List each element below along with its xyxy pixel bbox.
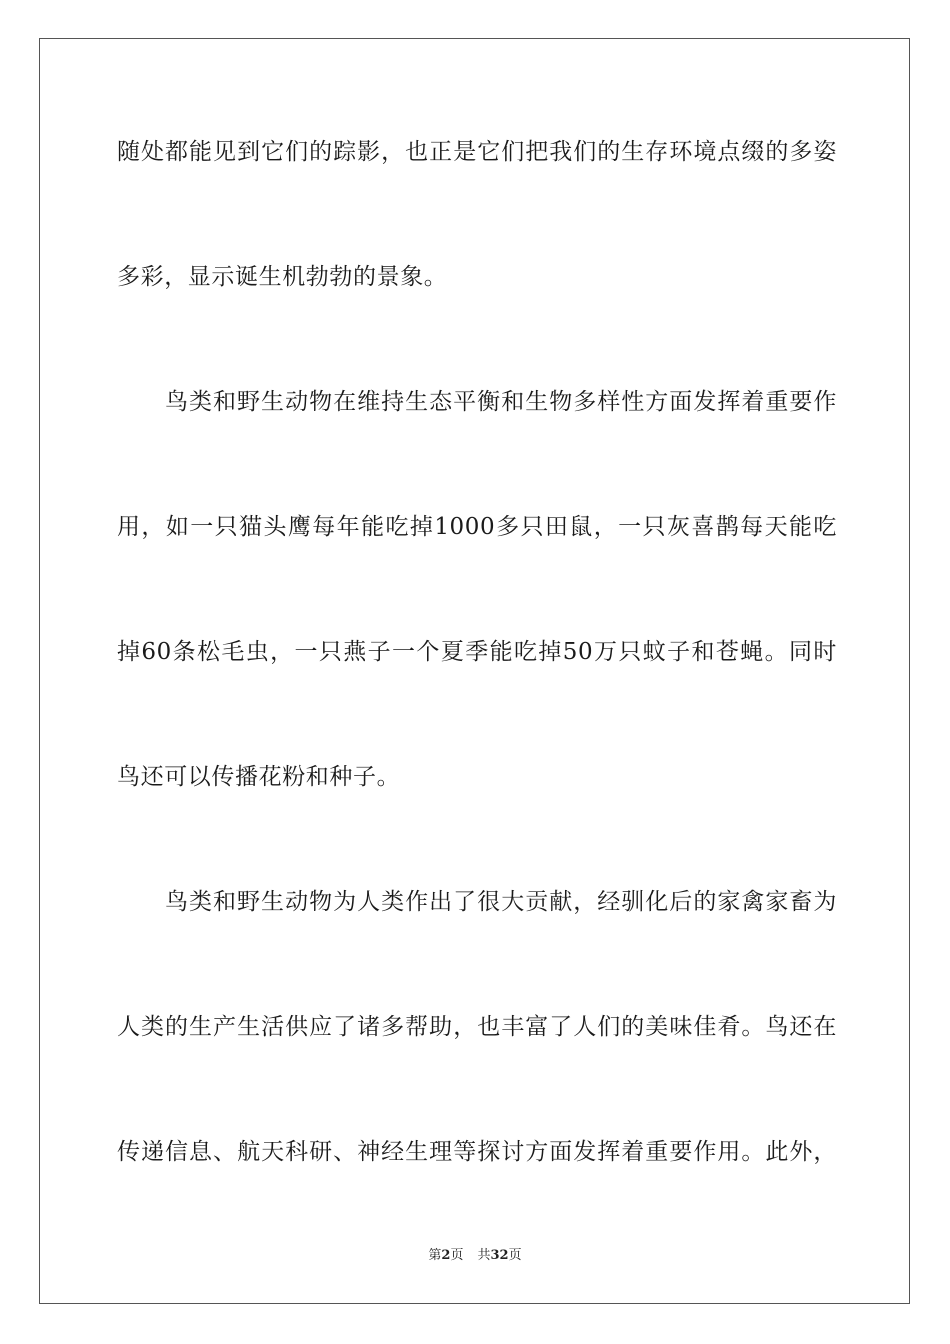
text-line-7: 鸟类和野生动物为人类作出了很大贡献，经驯化后的家禽家畜为 bbox=[165, 889, 837, 915]
text-line-3: 鸟类和野生动物在维持生态平衡和生物多样性方面发挥着重要作 bbox=[165, 389, 837, 415]
text-line-1: 随处都能见到它们的踪影，也正是它们把我们的生存环境点缀的多姿 bbox=[117, 139, 837, 165]
text-line-9: 传递信息、航天科研、神经生理等探讨方面发挥着重要作用。此外， bbox=[117, 1139, 837, 1165]
text-line-2: 多彩，显示诞生机勃勃的景象。 bbox=[117, 264, 448, 290]
total-pages: 32 bbox=[490, 1248, 509, 1263]
text-line-6: 鸟还可以传播花粉和种子。 bbox=[117, 764, 401, 790]
page-footer bbox=[0, 1247, 950, 1265]
page-border bbox=[39, 38, 910, 1304]
total-prefix: 共 bbox=[477, 1248, 491, 1263]
text-line-8: 人类的生产生活供应了诸多帮助，也丰富了人们的美味佳肴。鸟还在 bbox=[117, 1014, 837, 1040]
page-suffix: 页 bbox=[450, 1248, 464, 1263]
text-line-4: 用，如一只猫头鹰每年能吃掉1000多只田鼠，一只灰喜鹊每天能吃 bbox=[117, 514, 837, 540]
page-prefix: 第 bbox=[428, 1248, 442, 1263]
text-line-5: 掉60条松毛虫，一只燕子一个夏季能吃掉50万只蚊子和苍蝇。同时 bbox=[117, 639, 837, 665]
total-suffix: 页 bbox=[508, 1248, 522, 1263]
page-number: 2 bbox=[441, 1248, 451, 1263]
